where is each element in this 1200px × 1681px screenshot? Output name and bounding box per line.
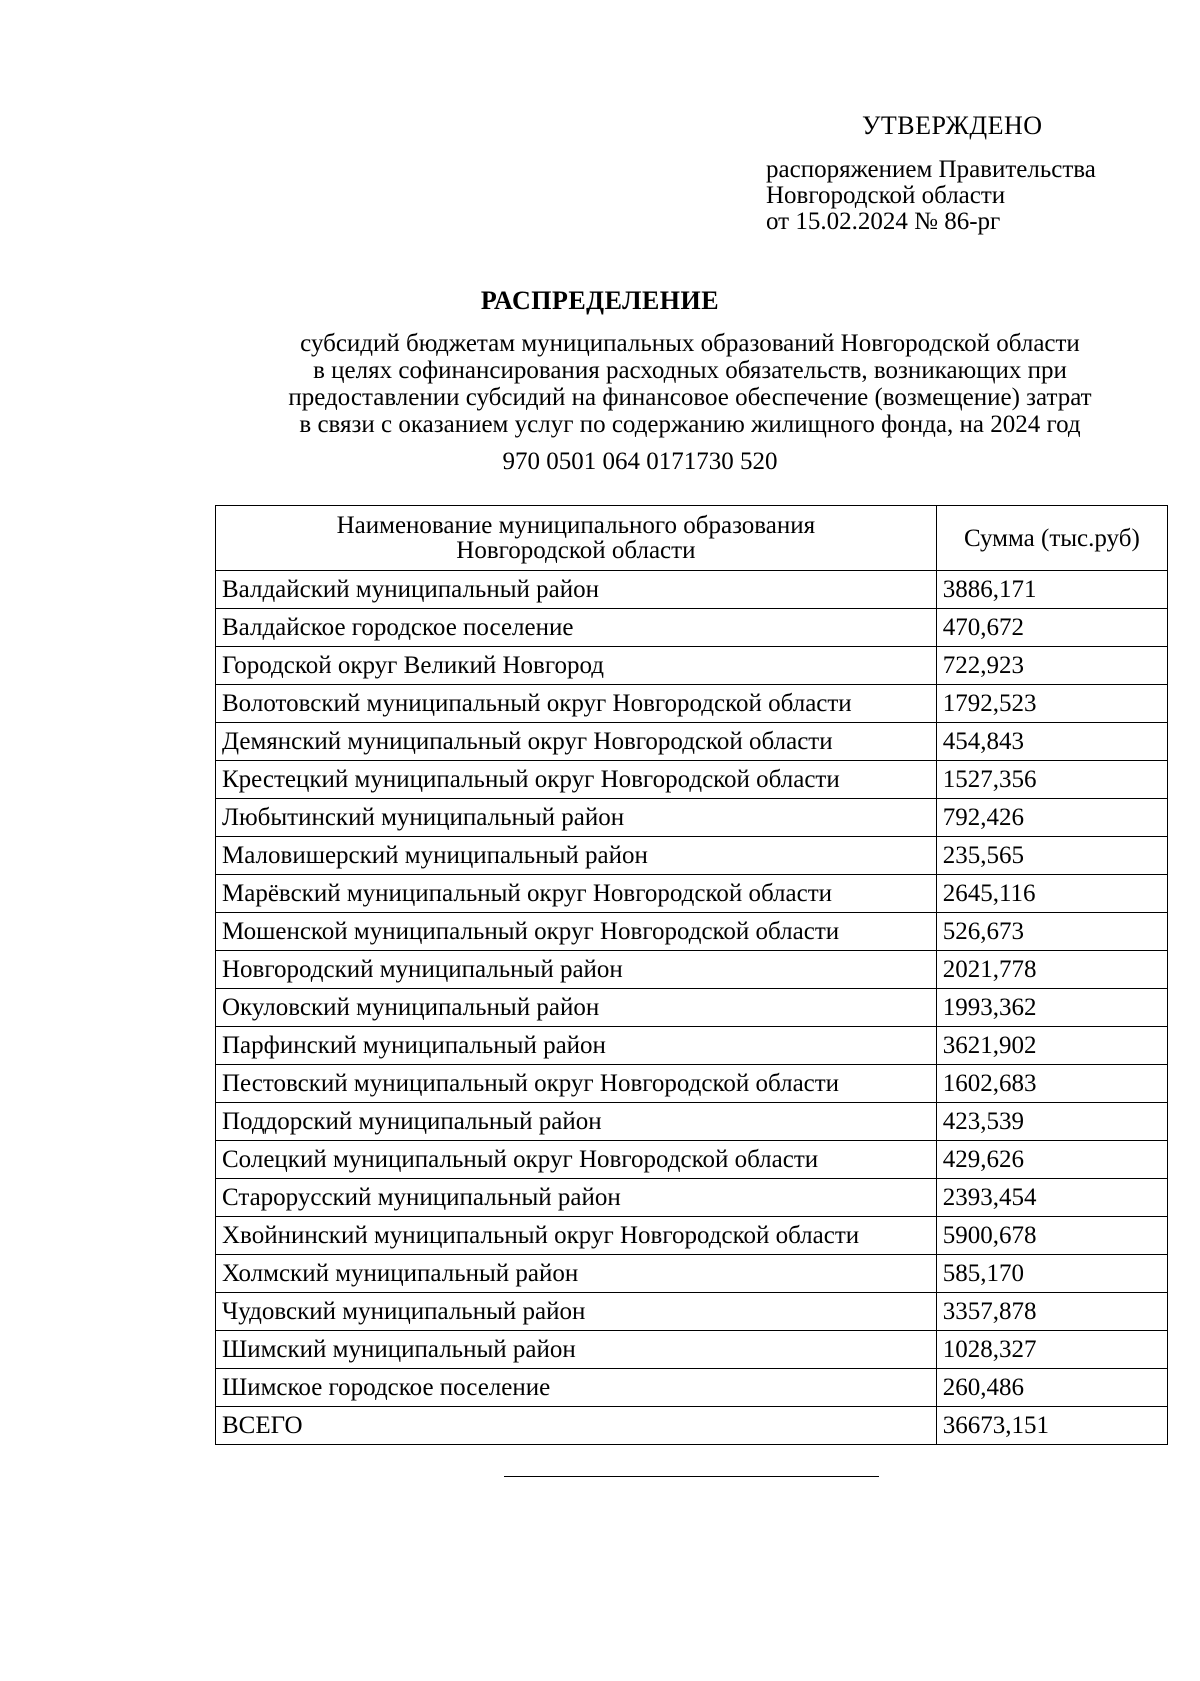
table-row [216,1217,1168,1255]
header-name-line-1: Наименование муниципального образования [336,512,816,539]
amount-cell: 2021,778 [936,951,1167,989]
amount-cell: 5900,678 [936,1217,1167,1255]
table-row [216,723,1168,761]
subtitle-line-1: субсидий бюджетам муниципальных образований Новгородской области [300,330,1080,357]
table-row [216,1369,1168,1407]
municipality-name-cell: Холмский муниципальный район [216,1255,937,1293]
amount-cell: 1993,362 [936,989,1167,1027]
municipality-name-cell: Демянский муниципальный округ Новгородской области [216,723,937,761]
amount-cell: 470,672 [936,609,1167,647]
municipality-name-cell: Пестовский муниципальный округ Новгородской области [216,1065,937,1103]
budget-code: 970 0501 064 0171730 520 [502,448,778,475]
municipality-name-cell: Окуловский муниципальный район [216,989,937,1027]
header-name-line-2: Новгородской области [456,537,696,564]
amount-cell: 2393,454 [936,1179,1167,1217]
table-body [216,571,1168,1445]
amount-cell: 2645,116 [936,875,1167,913]
municipality-name-cell: Волотовский муниципальный округ Новгородской области [216,685,937,723]
table-row [216,685,1168,723]
amount-cell: 1028,327 [936,1331,1167,1369]
header-sum-cell: Сумма (тыс.руб) [936,506,1167,571]
amount-cell: 235,565 [936,837,1167,875]
document-subtitle [150,330,1200,438]
municipality-name-cell: Шимский муниципальный район [216,1331,937,1369]
approval-line-2: Новгородской области [766,182,1006,209]
amount-cell: 429,626 [936,1141,1167,1179]
total-label-cell: ВСЕГО [216,1407,937,1445]
table-row [216,647,1168,685]
amount-cell: 3886,171 [936,571,1167,609]
table-row [216,1179,1168,1217]
municipality-name-cell: Валдайское городское поселение [216,609,937,647]
amount-cell: 792,426 [936,799,1167,837]
municipality-name-cell: Чудовский муниципальный район [216,1293,937,1331]
subtitle-line-3: предоставлении субсидий на финансовое обеспечение (возмещение) затрат [288,384,1092,411]
approval-word: УТВЕРЖДЕНО [862,111,1043,140]
municipality-name-cell: Любытинский муниципальный район [216,799,937,837]
subtitle-line-4: в связи с оказанием услуг по содержанию жилищного фонда, на 2024 год [299,411,1081,438]
municipality-name-cell: Шимское городское поселение [216,1369,937,1407]
table-row [216,1141,1168,1179]
table-row [216,799,1168,837]
table-row [216,1027,1168,1065]
amount-cell: 526,673 [936,913,1167,951]
municipality-name-cell: Новгородский муниципальный район [216,951,937,989]
amount-cell: 260,486 [936,1369,1167,1407]
end-divider [504,1476,879,1477]
amount-cell: 1792,523 [936,685,1167,723]
table-row [216,913,1168,951]
total-amount-cell: 36673,151 [936,1407,1167,1445]
table-row [216,571,1168,609]
table-header-row [216,506,1168,571]
municipality-name-cell: Марёвский муниципальный округ Новгородской области [216,875,937,913]
approval-line-1: распоряжением Правительства [766,156,1096,183]
amount-cell: 1527,356 [936,761,1167,799]
subtitle-line-2: в целях софинансирования расходных обязательств, возникающих при [313,357,1067,384]
table-row [216,1103,1168,1141]
amount-cell: 585,170 [936,1255,1167,1293]
municipality-name-cell: Солецкий муниципальный округ Новгородской области [216,1141,937,1179]
municipality-name-cell: Валдайский муниципальный район [216,571,937,609]
document-title: РАСПРЕДЕЛЕНИЕ [480,286,720,315]
approval-line-3: от 15.02.2024 № 86-рг [766,208,1001,235]
table-row [216,837,1168,875]
header-name-cell [216,506,937,571]
municipality-name-cell: Поддорский муниципальный район [216,1103,937,1141]
municipality-name-cell: Крестецкий муниципальный округ Новгородской области [216,761,937,799]
table-row [216,951,1168,989]
table-row [216,875,1168,913]
amount-cell: 722,923 [936,647,1167,685]
table-row [216,761,1168,799]
table-row [216,609,1168,647]
table-row [216,1331,1168,1369]
table-row [216,1255,1168,1293]
amount-cell: 423,539 [936,1103,1167,1141]
distribution-table [215,505,1168,1445]
municipality-name-cell: Парфинский муниципальный район [216,1027,937,1065]
municipality-name-cell: Старорусский муниципальный район [216,1179,937,1217]
table-row [216,989,1168,1027]
amount-cell: 1602,683 [936,1065,1167,1103]
table-row [216,1065,1168,1103]
total-row [216,1407,1168,1445]
amount-cell: 3621,902 [936,1027,1167,1065]
amount-cell: 3357,878 [936,1293,1167,1331]
municipality-name-cell: Хвойнинский муниципальный округ Новгородской области [216,1217,937,1255]
table-row [216,1293,1168,1331]
municipality-name-cell: Городской округ Великий Новгород [216,647,937,685]
approval-block [766,110,1186,235]
amount-cell: 454,843 [936,723,1167,761]
municipality-name-cell: Маловишерский муниципальный район [216,837,937,875]
municipality-name-cell: Мошенской муниципальный округ Новгородской области [216,913,937,951]
